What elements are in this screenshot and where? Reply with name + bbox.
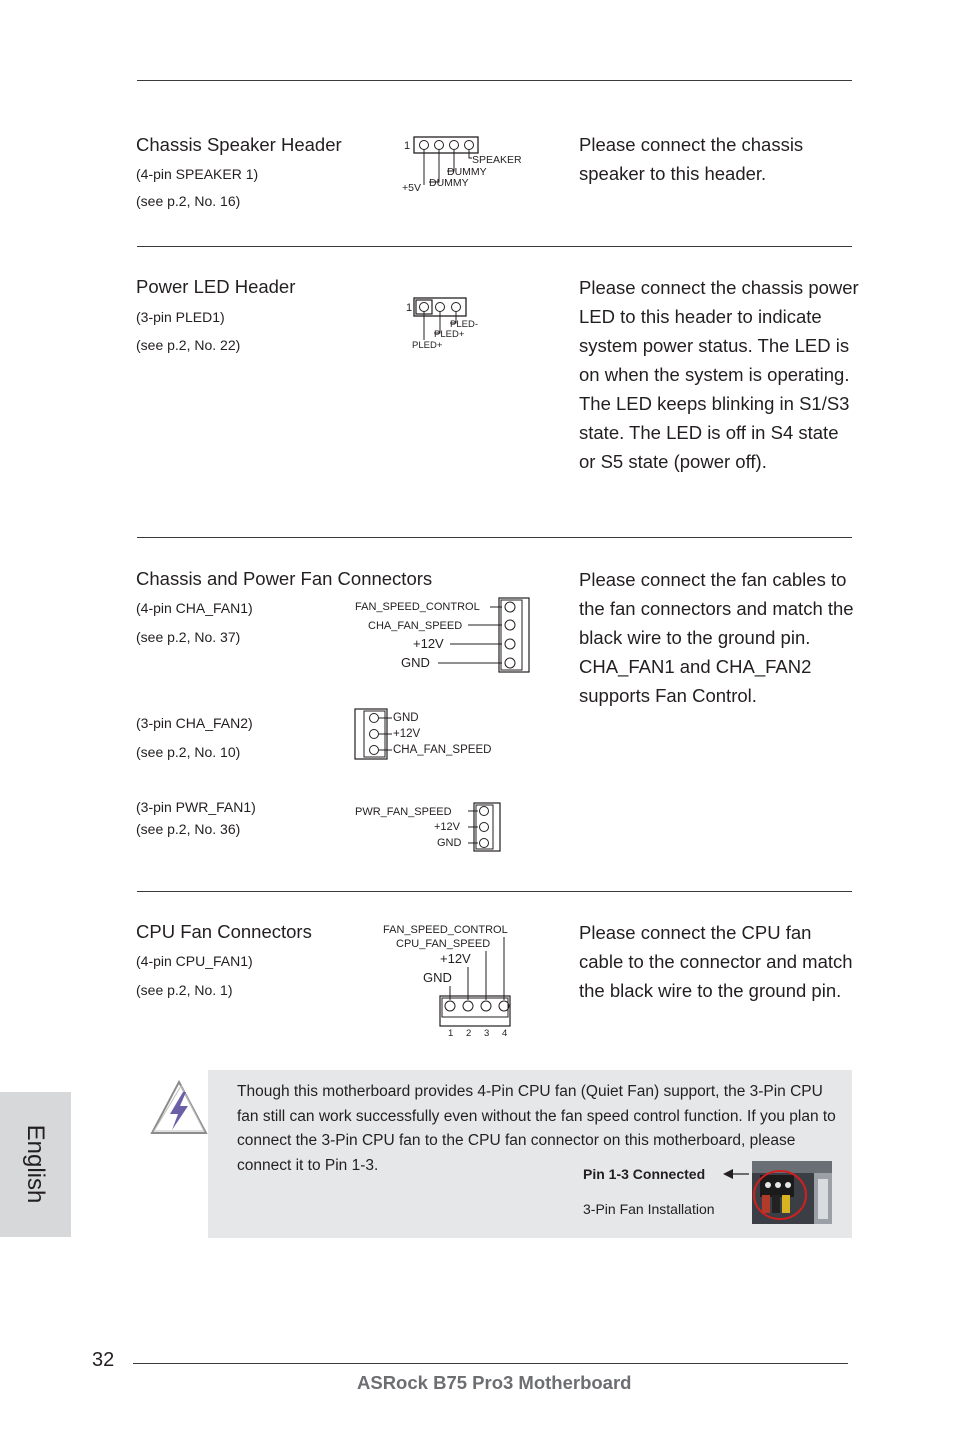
footer-title: ASRock B75 Pro3 Motherboard: [357, 1372, 632, 1393]
cpu-fan-page-ref: (see p.2, No. 1): [136, 982, 233, 998]
cha-fan2-page-ref: (see p.2, No. 10): [136, 744, 241, 760]
fan-title: Chassis and Power Fan Connectors: [136, 568, 433, 589]
top-rule: [137, 80, 852, 81]
cha-fan1-pin-info: (4-pin CHA_FAN1): [136, 600, 253, 616]
section-divider-2: [137, 537, 852, 538]
speaker-title: Chassis Speaker Header: [136, 134, 342, 155]
cha-fan1-12v-label: +12V: [413, 636, 444, 651]
pwr-fan1-12v-label: +12V: [434, 821, 460, 833]
cpu-pin-4: 4: [502, 1028, 508, 1039]
pwr-fan1-page-ref: (see p.2, No. 36): [136, 821, 241, 837]
language-side-tab: [0, 1092, 71, 1237]
pled-plus-label-2: PLED+: [412, 340, 443, 350]
warning-lightning-icon: [148, 1078, 210, 1138]
pwr-fan1-diagram: [350, 800, 510, 854]
speaker-page-ref: (see p.2, No. 16): [136, 193, 241, 209]
language-tab-label: English: [22, 1124, 49, 1204]
cpu-fan-diagram: [378, 920, 518, 1040]
cpu-pin-2: 2: [466, 1028, 472, 1039]
pwr-fan1-pin-info: (3-pin PWR_FAN1): [136, 799, 256, 815]
speaker-label: SPEAKER: [472, 154, 522, 166]
fan-installation-label: 3-Pin Fan Installation: [583, 1201, 715, 1217]
pwr-fan1-speed-label: PWR_FAN_SPEED: [355, 806, 452, 818]
dummy-label-1: DUMMY: [447, 166, 487, 178]
section-divider-1: [137, 246, 852, 247]
cpu-fan-pin-info: (4-pin CPU_FAN1): [136, 953, 253, 969]
plus5v-label: +5V: [402, 182, 421, 194]
power-led-title: Power LED Header: [136, 276, 296, 297]
cha-fan2-diagram: [352, 706, 512, 762]
pled-minus-label: PLED-: [450, 319, 478, 330]
arrow-left-icon: [721, 1167, 751, 1181]
cha-fan1-gnd-label: GND: [401, 655, 430, 670]
pwr-fan1-gnd-label: GND: [437, 837, 462, 849]
cha-fan1-cha-fan-speed-label: CHA_FAN_SPEED: [368, 620, 463, 632]
pled-pin1-label: 1: [406, 302, 413, 314]
fan-description: Please connect the fan cables to the fan connectors and match the black wire to the ground pin. CHA_FAN1 and CHA_FAN2 supports Fan Control.: [579, 569, 854, 706]
footer-rule: [133, 1363, 848, 1364]
section-divider-3: [137, 891, 852, 892]
power-led-page-ref: (see p.2, No. 22): [136, 337, 241, 353]
cha-fan1-diagram: [350, 596, 535, 678]
note-text: Though this motherboard provides 4-Pin CPU fan (Quiet Fan) support, the 3-Pin CPU fan still can work successfully even without the fan speed control function. If you plan to connect the 3-Pin CPU fan to the CPU fan connector on this motherboard, please connect it to Pin 1-3.: [237, 1083, 836, 1174]
cpu-pin-1: 1: [448, 1028, 454, 1039]
cpu-fan-description: Please connect the CPU fan cable to the connector and match the black wire to the ground pin.: [579, 922, 853, 1001]
cpu-pin-3: 3: [484, 1028, 490, 1039]
power-led-header-diagram: [404, 294, 494, 350]
speaker-pin1-label: 1: [404, 140, 411, 152]
cha-fan2-12v-label: +12V: [393, 728, 421, 740]
page-number: 32: [92, 1349, 115, 1371]
speaker-pin-info: (4-pin SPEAKER 1): [136, 166, 259, 182]
pled-plus-label: PLED+: [434, 329, 465, 340]
cha-fan2-pin-info: (3-pin CHA_FAN2): [136, 715, 253, 731]
cpu-fan-speed-control-label: FAN_SPEED_CONTROL: [383, 924, 508, 936]
cha-fan1-page-ref: (see p.2, No. 37): [136, 629, 241, 645]
cha-fan2-speed-label: CHA_FAN_SPEED: [393, 744, 492, 756]
cpu-fan-title: CPU Fan Connectors: [136, 921, 312, 942]
speaker-header-diagram: [398, 134, 528, 194]
power-led-pin-info: (3-pin PLED1): [136, 309, 225, 325]
cpu-fan-speed-label: CPU_FAN_SPEED: [396, 938, 491, 950]
fan-installation-photo: [752, 1161, 832, 1224]
dummy-label-2: DUMMY: [429, 177, 469, 189]
speaker-description: Please connect the chassis speaker to this header.: [579, 134, 804, 184]
cha-fan2-gnd-label: GND: [393, 712, 419, 724]
note-box: [208, 1070, 852, 1238]
cha-fan1-fan-speed-control-label: FAN_SPEED_CONTROL: [355, 601, 480, 613]
power-led-description: Please connect the chassis power LED to this header to indicate system power status. The LED is on when the system is operating. The LED keeps blinking in S1/S3 state. The LED is off in S4 state or S5 state (power off).: [579, 277, 859, 472]
cpu-fan-gnd-label: GND: [423, 970, 452, 985]
cpu-fan-12v-label: +12V: [440, 951, 471, 966]
pin-connected-label: Pin 1-3 Connected: [583, 1166, 706, 1182]
